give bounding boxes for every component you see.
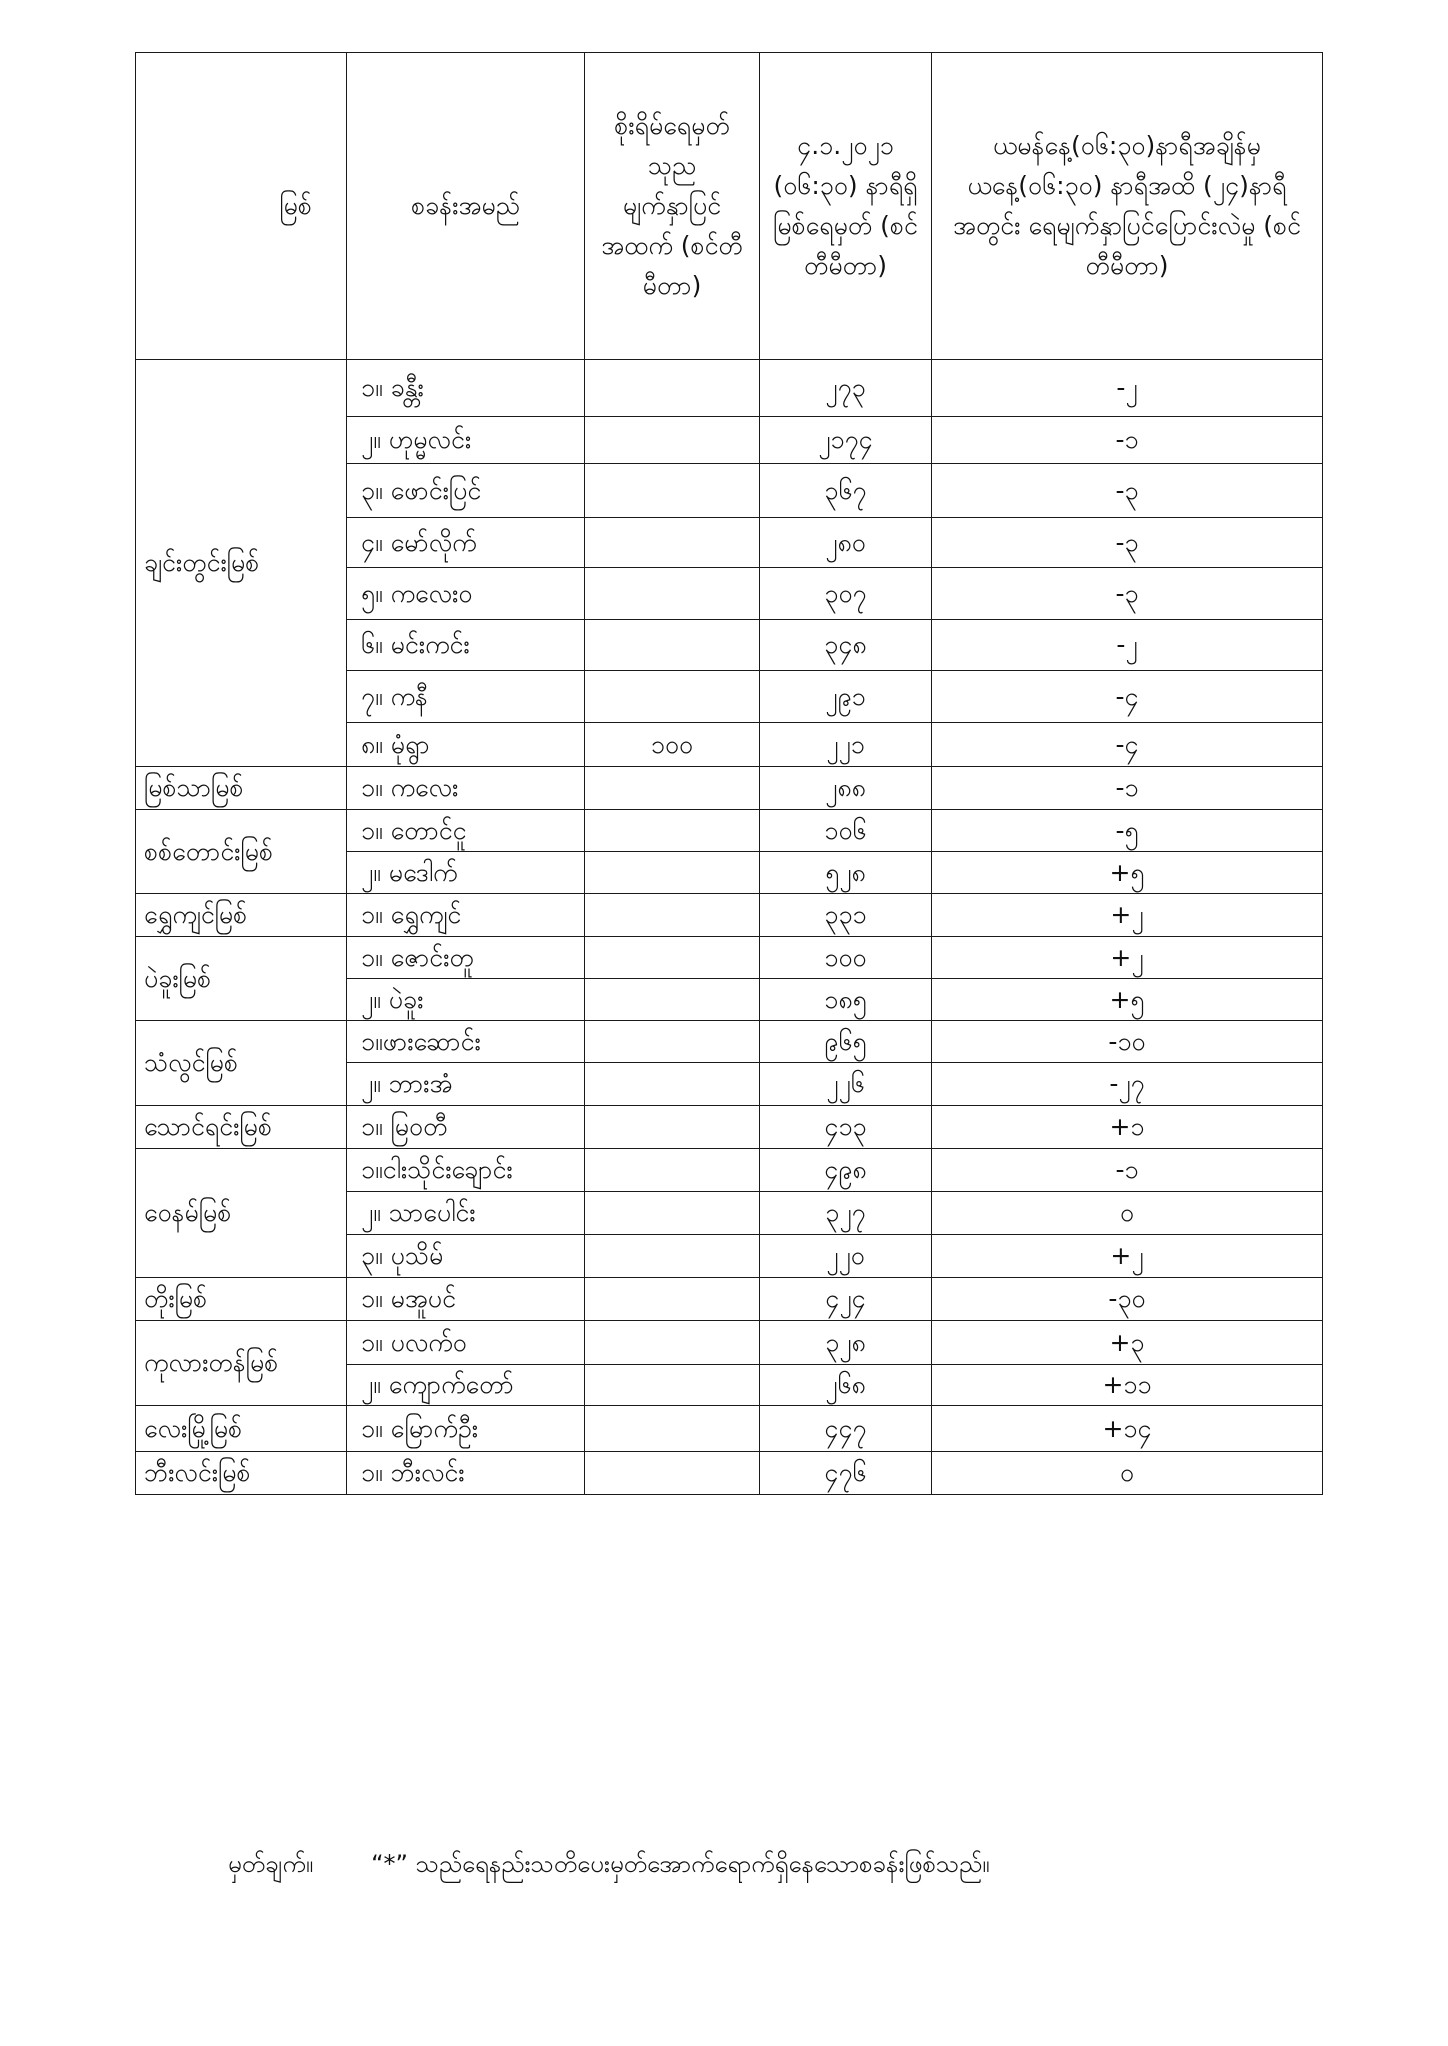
cell-danger-level [585, 979, 760, 1021]
header-danger-level: စိုးရိမ်ရေမှတ် သုည မျက်နှာပြင် အထက် (စင်တီမီတာ) [585, 53, 760, 360]
table-row [136, 1106, 1323, 1149]
cell-river: သံလွင်မြစ် [136, 1021, 347, 1106]
cell-change: +၂ [932, 937, 1323, 979]
cell-danger-level [585, 417, 760, 464]
cell-station: ၂။ သာပေါင်း [347, 1192, 585, 1235]
cell-danger-level [585, 671, 760, 723]
footnote-label: မှတ်ချက်။ [228, 1850, 314, 1878]
cell-danger-level [585, 1278, 760, 1321]
cell-river: ရွှေကျင်မြစ် [136, 894, 347, 937]
cell-water-level: ၃၃၁ [760, 894, 932, 937]
cell-danger-level [585, 1149, 760, 1192]
cell-station: ၃။ ဖောင်းပြင် [347, 464, 585, 518]
cell-station: ၂။ မဒေါက် [347, 852, 585, 894]
cell-water-level: ၄၉၈ [760, 1149, 932, 1192]
cell-danger-level [585, 767, 760, 810]
cell-river: သောင်ရင်းမြစ် [136, 1106, 347, 1149]
cell-station: ၁။ဖားဆောင်း [347, 1021, 585, 1063]
cell-water-level: ၄၁၃ [760, 1106, 932, 1149]
table-header-row [136, 53, 1323, 360]
cell-danger-level [585, 1365, 760, 1406]
cell-danger-level [585, 620, 760, 671]
cell-danger-level [585, 360, 760, 417]
cell-water-level: ၉၆၅ [760, 1021, 932, 1063]
cell-danger-level [585, 1406, 760, 1452]
cell-change: +၅ [932, 852, 1323, 894]
cell-danger-level [585, 1235, 760, 1278]
report-sheet [135, 52, 1322, 1495]
cell-change: -၂၇ [932, 1063, 1323, 1106]
table-body [136, 360, 1323, 1495]
cell-station: ၁။ ခန္တီး [347, 360, 585, 417]
cell-danger-level [585, 1106, 760, 1149]
cell-change: -၅ [932, 810, 1323, 852]
table-row [136, 937, 1323, 979]
cell-station: ၆။ မင်းကင်း [347, 620, 585, 671]
cell-water-level: ၂၂၆ [760, 1063, 932, 1106]
cell-change: -၁ [932, 417, 1323, 464]
table-row [136, 1321, 1323, 1365]
cell-change: +၁ [932, 1106, 1323, 1149]
cell-station: ၁။ မြဝတီ [347, 1106, 585, 1149]
cell-river: ဝေနမ်မြစ် [136, 1149, 347, 1278]
cell-water-level: ၃၆၇ [760, 464, 932, 518]
cell-river: ကုလားတန်မြစ် [136, 1321, 347, 1406]
cell-river: လေးမြို့မြစ် [136, 1406, 347, 1452]
cell-water-level: ၂၁၇၄ [760, 417, 932, 464]
header-station: စခန်းအမည် [347, 53, 585, 360]
table-row [136, 894, 1323, 937]
cell-change: -၁ [932, 767, 1323, 810]
table-row [136, 1149, 1323, 1192]
cell-water-level: ၂၂၁ [760, 723, 932, 767]
table-row [136, 1406, 1323, 1452]
cell-water-level: ၁၀၀ [760, 937, 932, 979]
cell-water-level: ၂၆၈ [760, 1365, 932, 1406]
cell-water-level: ၂၈၀ [760, 518, 932, 568]
cell-river: မြစ်သာမြစ် [136, 767, 347, 810]
cell-water-level: ၃၄၈ [760, 620, 932, 671]
cell-station: ၈။ မုံရွာ [347, 723, 585, 767]
cell-danger-level [585, 1063, 760, 1106]
footnote-text: “*” သည်ရေနည်းသတိပေးမှတ်အောက်ရောက်ရှိနေသောစခန်းဖြစ်သည်။ [371, 1850, 990, 1878]
cell-change: -၁၀ [932, 1021, 1323, 1063]
table-row [136, 810, 1323, 852]
cell-danger-level [585, 464, 760, 518]
cell-station: ၁။ ကလေး [347, 767, 585, 810]
cell-station: ၁။ ရွှေကျင် [347, 894, 585, 937]
cell-danger-level [585, 852, 760, 894]
cell-change: -၃ [932, 464, 1323, 518]
cell-station: ၃။ ပုသိမ် [347, 1235, 585, 1278]
cell-station: ၁။ တောင်ငူ [347, 810, 585, 852]
cell-station: ၂။ ပဲခူး [347, 979, 585, 1021]
cell-change: +၃ [932, 1321, 1323, 1365]
cell-change: -၄ [932, 671, 1323, 723]
cell-danger-level [585, 518, 760, 568]
cell-river: စစ်တောင်းမြစ် [136, 810, 347, 894]
cell-danger-level [585, 937, 760, 979]
cell-water-level: ၂၈၈ [760, 767, 932, 810]
cell-change: +၁၄ [932, 1406, 1323, 1452]
cell-water-level: ၃၂၈ [760, 1321, 932, 1365]
cell-danger-level [585, 1321, 760, 1365]
table-row [136, 767, 1323, 810]
footnote [228, 1848, 1278, 1884]
cell-river: ဘီးလင်းမြစ် [136, 1452, 347, 1495]
cell-station: ၅။ ကလေးဝ [347, 568, 585, 620]
cell-river: ချင်းတွင်းမြစ် [136, 360, 347, 767]
cell-change: -၃ [932, 518, 1323, 568]
cell-station: ၁။ ပလက်ဝ [347, 1321, 585, 1365]
cell-change: +၅ [932, 979, 1323, 1021]
table-row [136, 1021, 1323, 1063]
cell-water-level: ၁၀၆ [760, 810, 932, 852]
cell-change: +၂ [932, 894, 1323, 937]
cell-change: +၂ [932, 1235, 1323, 1278]
cell-danger-level [585, 810, 760, 852]
cell-change: -၄ [932, 723, 1323, 767]
cell-water-level: ၂၂၀ [760, 1235, 932, 1278]
cell-water-level: ၃၀၇ [760, 568, 932, 620]
cell-change: ၀ [932, 1192, 1323, 1235]
cell-change: -၁ [932, 1149, 1323, 1192]
table-row [136, 1278, 1323, 1321]
cell-station: ၁။ငါးသိုင်းချောင်း [347, 1149, 585, 1192]
cell-water-level: ၂၉၁ [760, 671, 932, 723]
cell-water-level: ၄၇၆ [760, 1452, 932, 1495]
cell-danger-level: ၁၀၀ [585, 723, 760, 767]
cell-water-level: ၃၂၇ [760, 1192, 932, 1235]
cell-danger-level [585, 1452, 760, 1495]
cell-station: ၁။ မြောက်ဦး [347, 1406, 585, 1452]
cell-water-level: ၄၂၄ [760, 1278, 932, 1321]
cell-station: ၁။ မအူပင် [347, 1278, 585, 1321]
cell-change: -၃၀ [932, 1278, 1323, 1321]
header-water-level: ၄.၁.၂၀၂၁ (၀၆:၃၀) နာရီရှိ မြစ်ရေမှတ် (စင်တီမီတာ) [760, 53, 932, 360]
cell-danger-level [585, 1192, 760, 1235]
header-change: ယမန်နေ့(၀၆:၃၀)နာရီအချိန်မှ ယနေ့(၀၆:၃၀) နာရီအထိ (၂၄)နာရီအတွင်း ရေမျက်နှာပြင်ပြောင်းလဲမှု (စင်တီမီတာ) [932, 53, 1323, 360]
cell-station: ၇။ ကနီ [347, 671, 585, 723]
cell-water-level: ၅၂၈ [760, 852, 932, 894]
cell-change: -၃ [932, 568, 1323, 620]
river-level-table [135, 52, 1323, 1495]
cell-change: -၂ [932, 620, 1323, 671]
cell-river: တိုးမြစ် [136, 1278, 347, 1321]
cell-change: -၂ [932, 360, 1323, 417]
cell-river: ပဲခူးမြစ် [136, 937, 347, 1021]
cell-water-level: ၄၄၇ [760, 1406, 932, 1452]
cell-station: ၁။ ဇောင်းတူ [347, 937, 585, 979]
cell-station: ၂။ ဘားအံ [347, 1063, 585, 1106]
cell-station: ၄။ မော်လိုက် [347, 518, 585, 568]
cell-change: +၁၁ [932, 1365, 1323, 1406]
cell-change: ၀ [932, 1452, 1323, 1495]
cell-danger-level [585, 894, 760, 937]
table-row [136, 360, 1323, 417]
header-river: မြစ် [136, 53, 347, 360]
table-row [136, 1452, 1323, 1495]
cell-danger-level [585, 568, 760, 620]
cell-station: ၂။ ကျောက်တော် [347, 1365, 585, 1406]
cell-station: ၂။ ဟုမ္မလင်း [347, 417, 585, 464]
cell-danger-level [585, 1021, 760, 1063]
cell-water-level: ၁၈၅ [760, 979, 932, 1021]
cell-station: ၁။ ဘီးလင်း [347, 1452, 585, 1495]
cell-water-level: ၂၇၃ [760, 360, 932, 417]
